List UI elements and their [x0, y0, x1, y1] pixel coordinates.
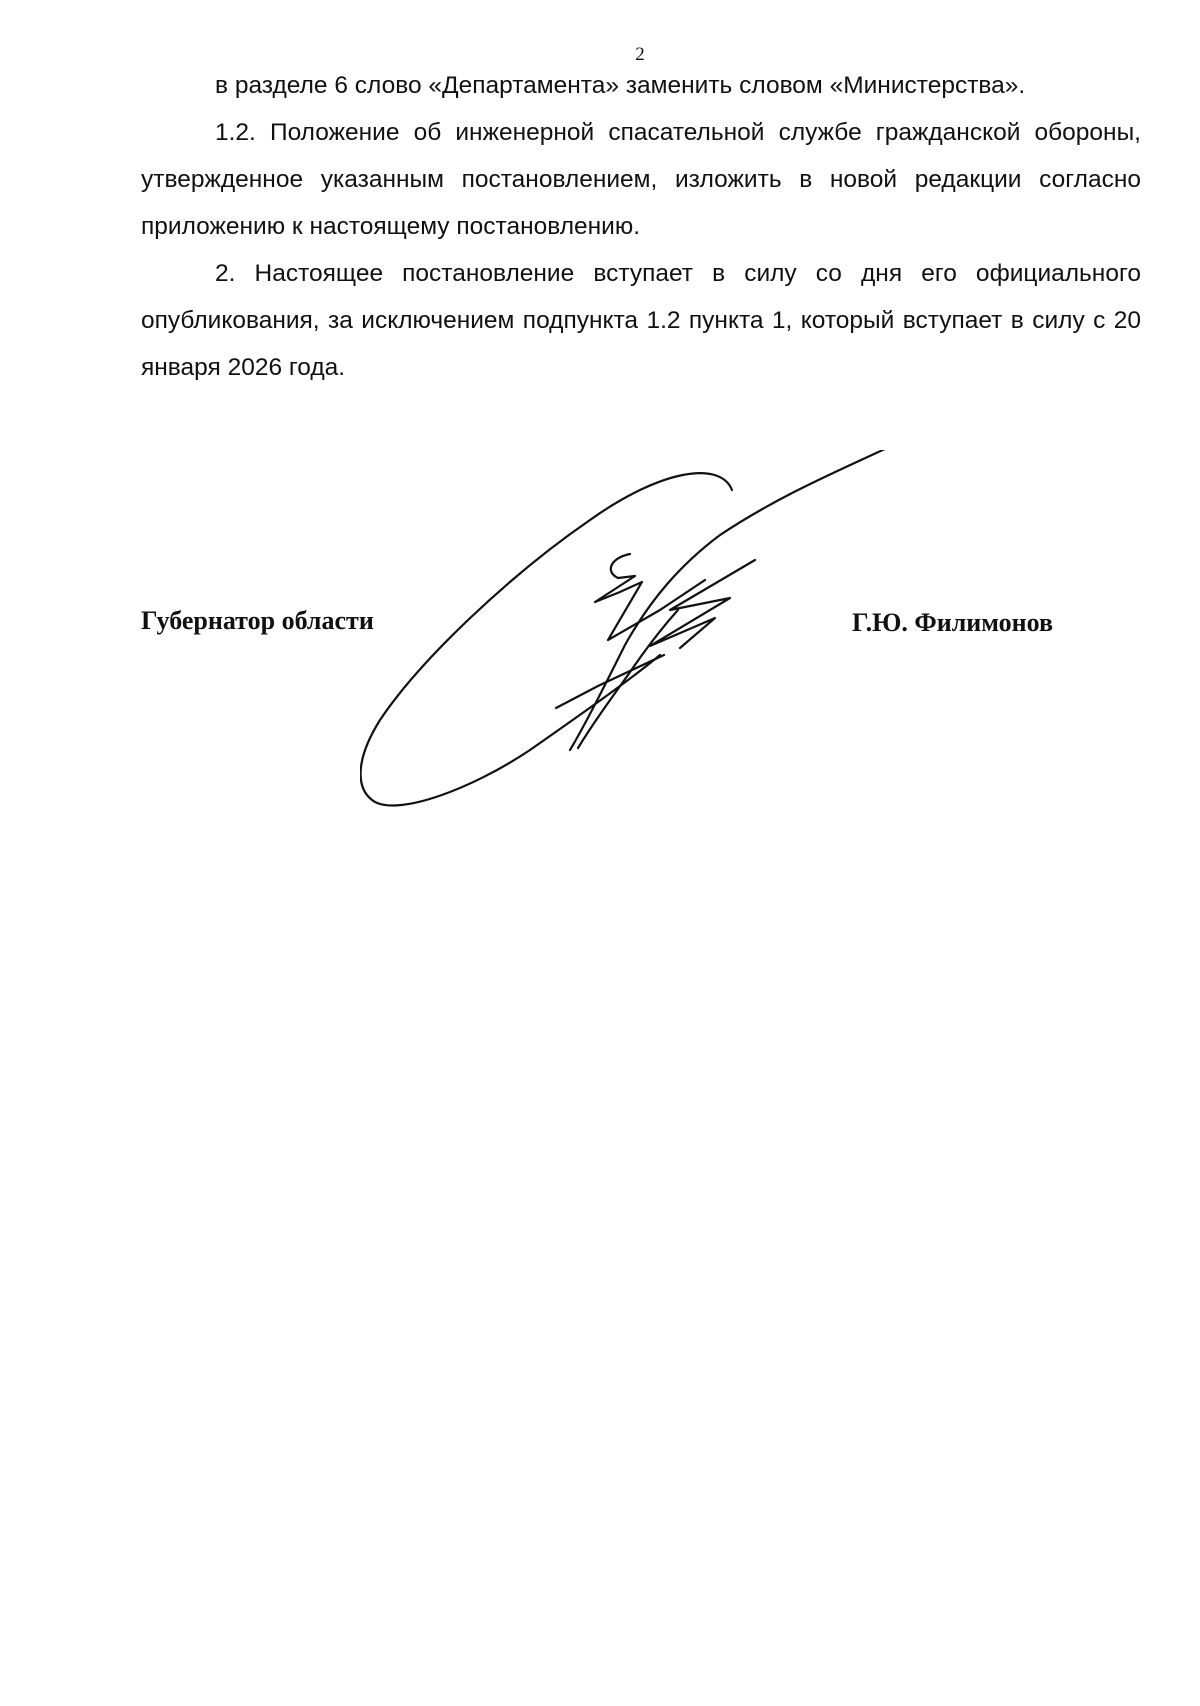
paragraph-section-6: в разделе 6 слово «Департамента» заменить словом «Министерства».: [215, 72, 1026, 99]
document-body: [141, 62, 1141, 391]
signature-loop-stroke: [361, 473, 732, 805]
signature-lower-stroke: [578, 610, 678, 748]
page-number: 2: [635, 44, 645, 65]
paragraph-2: 2. Настоящее постановление вступает в силу со дня его официального опубликования, за исключением подпункта 1.2 пункта 1, который вступает в силу с 20 января 2026 года.: [141, 260, 1141, 381]
handwritten-signature: [360, 450, 920, 830]
signatory-title: Губернатор области: [141, 606, 374, 635]
signature-cross-stroke-2: [570, 450, 900, 750]
signature-tail-stroke: [556, 655, 664, 708]
signatory-name: Г.Ю. Филимонов: [852, 608, 1054, 637]
signature-cross-stroke-1: [650, 560, 755, 648]
signature-zigzag-stroke: [595, 554, 705, 640]
paragraph-1-2: 1.2. Положение об инженерной спасательной службе гражданской обороны, утвержденное указанным постановлением, изложить в новой редакции согласно приложению к настоящему постановлению.: [141, 119, 1141, 240]
